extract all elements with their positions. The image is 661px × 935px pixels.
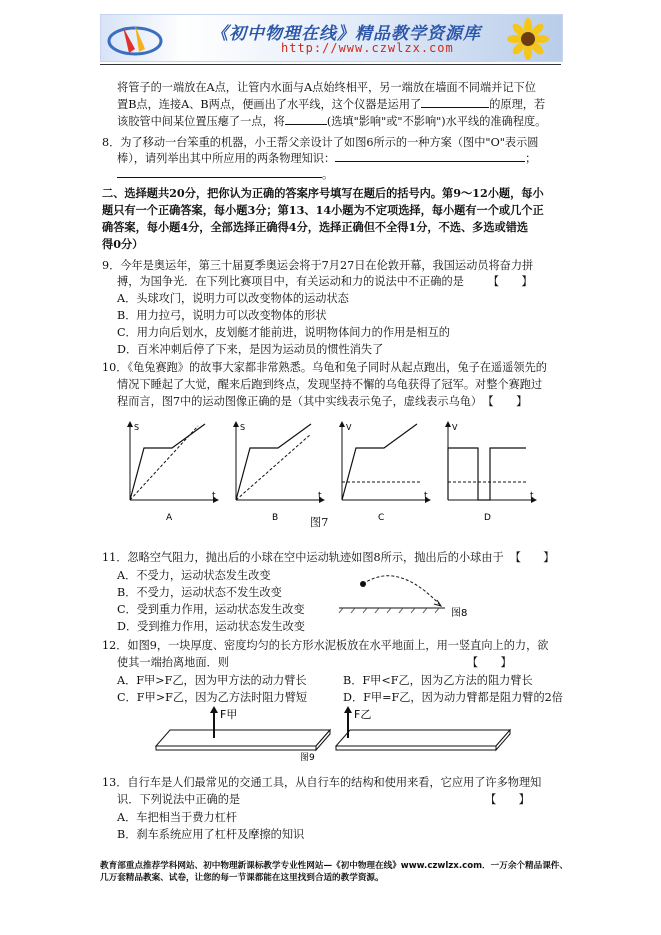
slab-a bbox=[156, 706, 330, 750]
section-heading: 二、选择题共20分，把你认为正确的答案序号填写在题后的括号内。第9～12小题，每小 bbox=[102, 186, 544, 200]
fill-blank[interactable] bbox=[117, 167, 322, 178]
text-line: 该胶管中间某位置压瘪了一点，将 (选填"影响"或"不影响")水平线的准确程度。 bbox=[117, 115, 547, 128]
q9-option-b: B．用力拉弓，说明力可以改变物体的形状 bbox=[117, 309, 327, 322]
figure-7-caption: 图7 bbox=[310, 516, 329, 529]
q13-line: 识．下列说法中正确的是 【 】 bbox=[117, 793, 530, 806]
graph-a bbox=[130, 422, 218, 523]
slab-b bbox=[336, 706, 510, 750]
graph-b-x-label: t bbox=[318, 491, 322, 501]
graph-d-label: D bbox=[484, 513, 491, 523]
graph-c bbox=[342, 422, 430, 523]
text-line: 置B点，连接A、B两点，便画出了水平线，这个仪器是运用了 的原理，若 bbox=[117, 98, 546, 111]
q13-option-a: A．车把相当于费力杠杆 bbox=[117, 811, 237, 824]
q11-option-a: A．不受力，运动状态发生改变 bbox=[117, 569, 271, 582]
force-a-label: F甲 bbox=[220, 708, 238, 721]
section-heading: 得0分） bbox=[102, 237, 144, 251]
q8-line: 棒），请列举出其中所应用的两条物理知识： ； bbox=[117, 152, 537, 165]
page-footer: 教育部重点推荐学科网站、初中物理新课标教学专业性网站—《初中物理在线》www.czwlzx.com．一万余个精品课件、几万套精品教案、试卷，让您的每一节课都能在这里找到合适的教学资源。 bbox=[100, 861, 568, 883]
figure-9-caption: 图9 bbox=[300, 753, 315, 763]
q8-line: 。 bbox=[117, 167, 333, 182]
q9-option-d: D．百米冲刺后停了下来，是因为运动员的惯性消失了 bbox=[117, 343, 384, 356]
q12-line: 使其一端抬离地面．则 【 】 bbox=[117, 656, 512, 669]
answer-bracket[interactable]: 【 】 bbox=[485, 793, 530, 806]
graph-b-y-label: S bbox=[240, 423, 246, 432]
section-heading: 题只有一个正确答案，每小题3分；第13、14小题为不定项选择，每小题有一个或几个正 bbox=[102, 203, 544, 217]
answer-bracket[interactable]: 【 】 bbox=[466, 656, 512, 669]
graph-d-x-label: t bbox=[530, 491, 534, 501]
graph-b bbox=[236, 422, 324, 523]
answer-bracket[interactable]: 【 】 bbox=[488, 395, 528, 408]
q12-option-a: A．F甲>F乙，因为甲方法的动力臂长 bbox=[117, 674, 307, 687]
graph-a-x-label: t bbox=[212, 491, 216, 501]
banner-url: http://www.czwlzx.com bbox=[281, 41, 454, 55]
q11-line: 11．忽略空气阻力，抛出后的小球在空中运动轨迹如图8所示，抛出后的小球由于 【 】 bbox=[102, 551, 555, 564]
answer-bracket[interactable]: 【 】 bbox=[509, 551, 555, 564]
sunflower-icon bbox=[496, 17, 556, 61]
graph-c-label: C bbox=[378, 513, 385, 523]
fill-blank[interactable] bbox=[421, 97, 489, 108]
fill-blank[interactable] bbox=[335, 151, 525, 162]
graph-a-label: A bbox=[166, 513, 173, 523]
q11-option-d: D．受到推力作用，运动状态发生改变 bbox=[117, 620, 305, 633]
q11-option-c: C．受到重力作用，运动状态发生改变 bbox=[117, 603, 305, 616]
q8-line: 8．为了移动一台笨重的机器，小王帮父亲设计了如图6所示的一种方案（图中"O"表示圆 bbox=[102, 136, 539, 149]
q10-line: 情况下睡起了大觉，醒来后跑到终点，发现坚持不懈的乌龟获得了冠军。对整个赛跑过 bbox=[117, 378, 543, 391]
q9-line: 搏，为国争光．在下列比赛项目中，有关运动和力的说法中不正确的是 【 】 bbox=[117, 275, 533, 288]
figure-7 bbox=[120, 418, 540, 530]
section-heading: 确答案，每小题4分，全部选择正确得4分，选择正确但不全得1分，不选、多选或错选 bbox=[102, 220, 529, 234]
q9-option-c: C．用力向后划水，皮划艇才能前进，说明物体间力的作用是相互的 bbox=[117, 326, 450, 339]
site-banner bbox=[100, 14, 563, 62]
q13-line: 13．自行车是人们最常见的交通工具，从自行车的结构和使用来看，它应用了许多物理知 bbox=[102, 776, 542, 789]
figure-8 bbox=[333, 566, 483, 622]
graph-d bbox=[448, 422, 536, 523]
graph-b-label: B bbox=[272, 513, 279, 523]
q9-option-a: A．头球攻门，说明力可以改变物体的运动状态 bbox=[117, 292, 349, 305]
graph-a-y-label: S bbox=[134, 423, 140, 432]
q12-option-d: D．F甲=F乙，因为动力臂都是阻力臂的2倍 bbox=[343, 691, 563, 704]
q10-line: 程而言，图7中的运动图像正确的是（其中实线表示兔子，虚线表示乌龟） 【 】 bbox=[117, 395, 528, 408]
q9-line: 9．今年是奥运年，第三十届夏季奥运会将于7月27日在伦敦开幕，我国运动员将奋力拼 bbox=[102, 259, 534, 272]
q11-option-b: B．不受力，运动状态不发生改变 bbox=[117, 586, 282, 599]
banner-title: 《初中物理在线》精品教学资源库 bbox=[211, 24, 481, 44]
force-b-label: F乙 bbox=[354, 708, 372, 721]
graph-d-y-label: V bbox=[452, 423, 458, 432]
answer-bracket[interactable]: 【 】 bbox=[487, 275, 533, 288]
site-logo-icon bbox=[105, 19, 165, 59]
fill-blank[interactable] bbox=[285, 114, 327, 125]
text-line: 将管子的一端放在A点，让管内水面与A点始终相平，另一端放在墙面不同端并记下位 bbox=[117, 81, 536, 94]
figure-8-caption: 图8 bbox=[451, 608, 468, 619]
q10-line: 10．《龟兔赛跑》的故事大家都非常熟悉。乌龟和兔子同时从起点跑出，兔子在遥遥领先的 bbox=[102, 361, 547, 374]
q13-option-b: B．刹车系统应用了杠杆及摩擦的知识 bbox=[117, 828, 305, 841]
graph-c-y-label: V bbox=[346, 423, 352, 432]
q12-option-c: C．F甲>F乙，因为乙方法时阻力臂短 bbox=[117, 691, 308, 704]
graph-c-x-label: t bbox=[424, 491, 428, 501]
q12-option-b: B．F甲<F乙，因为乙方法的阻力臂长 bbox=[343, 674, 533, 687]
figure-9 bbox=[150, 704, 550, 764]
q12-line: 12．如图9，一块厚度、密度均匀的长方形水泥板放在水平地面上，用一竖直向上的力，欲 bbox=[102, 639, 549, 652]
header-rule bbox=[100, 64, 561, 65]
